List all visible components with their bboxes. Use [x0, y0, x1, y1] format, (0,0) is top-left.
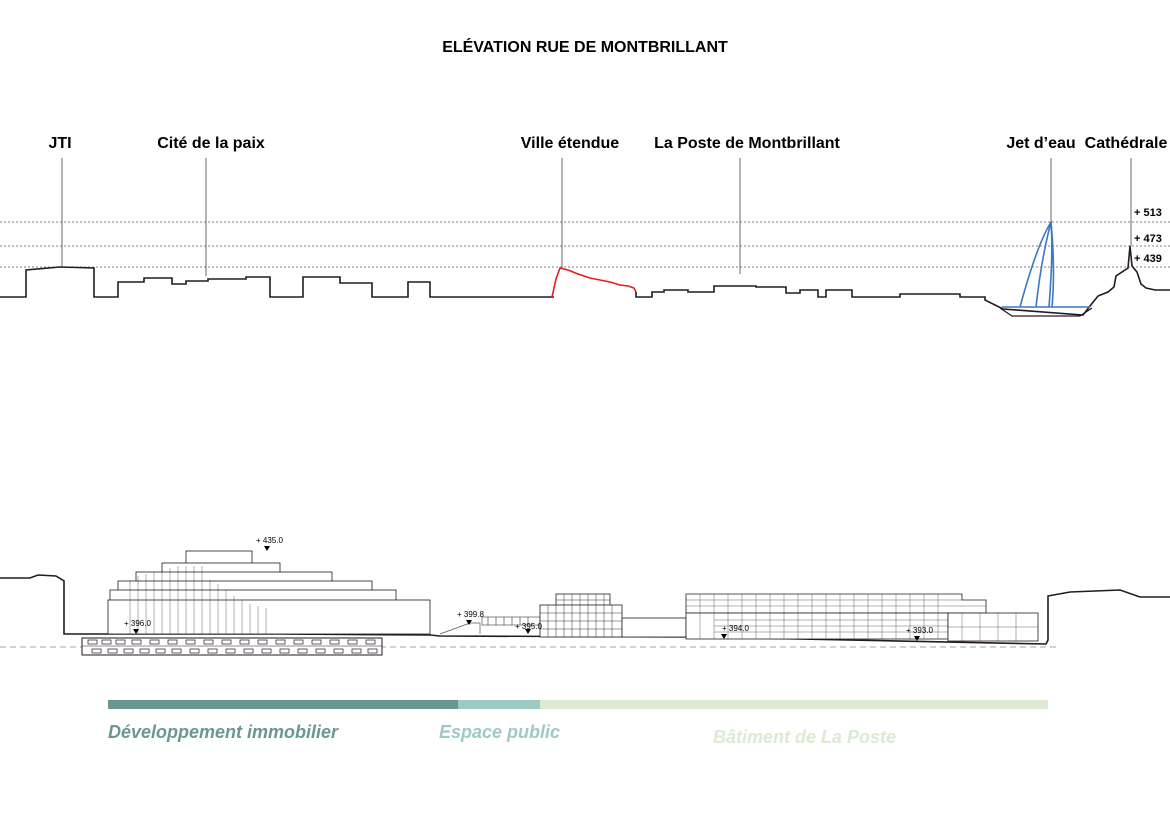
- page-title: ELÉVATION RUE DE MONTBRILLANT: [442, 39, 728, 56]
- height-reference-lines: [0, 222, 1170, 267]
- zone-label-batiment-la-poste: Bâtiment de La Poste: [713, 727, 897, 747]
- pyramid-building: [108, 551, 430, 634]
- level-label-395: + 395.0: [515, 622, 542, 631]
- level-marker-435: [264, 546, 270, 551]
- level-label-394: + 394.0: [722, 624, 749, 633]
- level-label-435: + 435.0: [256, 536, 283, 545]
- leader-lines: [62, 158, 1131, 276]
- zone-label-espace-public: Espace public: [439, 722, 561, 742]
- underground-parking: [82, 638, 382, 655]
- landmark-label-la-poste: La Poste de Montbrillant: [654, 135, 840, 152]
- level-label-399-8: + 399.8: [457, 610, 484, 619]
- height-label-473: + 473: [1134, 233, 1162, 245]
- height-label-439: + 439: [1134, 253, 1162, 265]
- level-label-396: + 396.0: [124, 619, 151, 628]
- jet-deau-fountain: [1002, 222, 1090, 307]
- landmark-label-jet-deau: Jet d’eau: [1006, 135, 1076, 152]
- zone-bar-developpement-immobilier: [108, 700, 458, 709]
- zone-bar-batiment-la-poste: [540, 700, 1048, 709]
- la-poste-building: [686, 594, 1038, 641]
- zone-label-developpement-immobilier: Développement immobilier: [108, 722, 339, 742]
- pyramid-tier-base: [108, 600, 430, 634]
- landmark-label-jti: JTI: [48, 135, 72, 152]
- ville-etendue-profile: [552, 268, 636, 297]
- zone-bar-espace-public: [458, 700, 540, 709]
- landmark-label-cathedrale: Cathédrale: [1084, 135, 1168, 152]
- small-tower-building: [540, 594, 622, 637]
- skyline-profile: [0, 267, 554, 297]
- connector-building: [622, 618, 686, 637]
- landmark-label-cite-de-la-paix: Cité de la paix: [157, 135, 265, 152]
- skyline-profile-east: [636, 246, 1170, 315]
- level-label-393: + 393.0: [906, 626, 933, 635]
- landmark-label-ville-etendue: Ville étendue: [520, 135, 620, 152]
- height-label-513: + 513: [1134, 207, 1162, 219]
